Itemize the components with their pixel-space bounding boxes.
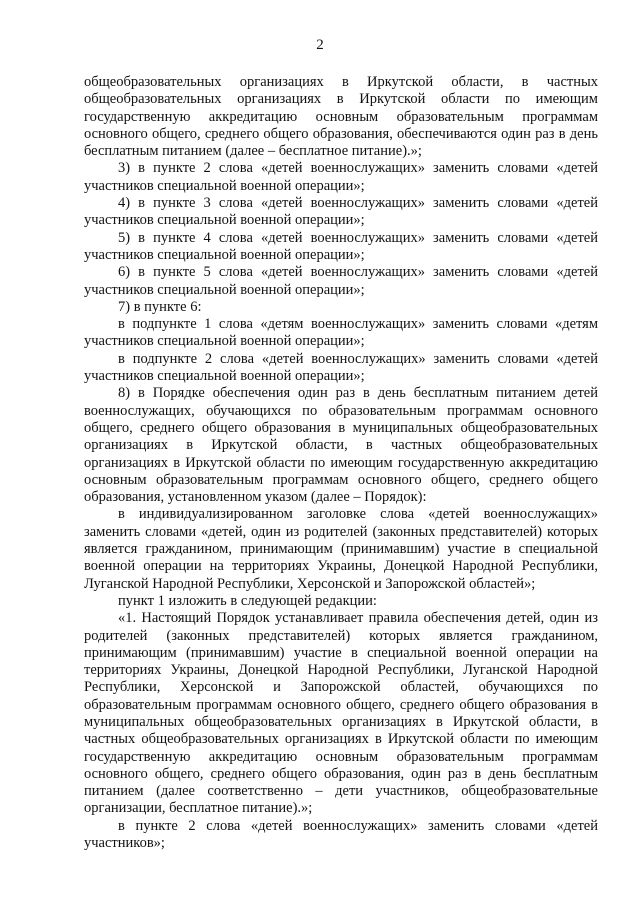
paragraph: в пункте 2 слова «детей военнослужащих» заменить словами «детей участников»;	[84, 817, 598, 852]
paragraph: 4) в пункте 3 слова «детей военнослужащих» заменить словами «детей участников специальной военной операции»;	[84, 195, 598, 229]
paragraph: пункт 1 изложить в следующей редакции:	[118, 592, 377, 609]
paragraph: в индивидуализированном заголовке слова «детей военнослужащих» заменить словами «детей, один из родителей (законных представителей) которых является гражданином, принимающим (принимавшим) участие в специальной военной операции на территориях Украины, Донецкой Народной Республики, Луганской Народной Республики, Херсонской и Запорожской областей»;	[84, 506, 598, 592]
paragraph: общеобразовательных организациях в Иркутской области, в частных общеобразовательных организациях в Иркутской области по имеющим государственную аккредитацию основным образовательным программам основного общего, среднего общего образования, обеспечиваются один раз в день бесплатным питанием (далее – бесплатное питание).»;	[84, 74, 598, 160]
document-body	[84, 74, 598, 852]
paragraph: 6) в пункте 5 слова «детей военнослужащих» заменить словами «детей участников специальной военной операции»;	[84, 264, 598, 298]
page-number: 2	[316, 37, 324, 53]
paragraph: «1. Настоящий Порядок устанавливает правила обеспечения детей, один из родителей (законных представителей) которых является гражданином, принимающим (принимавшим) участие в специальной военной операции на территориях Украины, Донецкой Народной Республики, Луганской Народной Республики, Херсонской и Запорожской областей, обучающихся по образовательным программам основного общего, среднего общего образования в муниципальных общеобразовательных организациях в Иркутской области, в частных общеобразовательных организациях в Иркутской области по имеющим государственную аккредитацию основным образовательным программам основного общего, среднего общего образования, один раз в день бесплатным питанием (далее соответственно – дети участников, общеобразовательные организации, бесплатное питание).»;	[84, 610, 598, 817]
paragraph: 7) в пункте 6:	[118, 298, 202, 315]
paragraph: в подпункте 1 слова «детям военнослужащих» заменить словами «детям участников специальной военной операции»;	[84, 316, 598, 350]
paragraph: 5) в пункте 4 слова «детей военнослужащих» заменить словами «детей участников специальной военной операции»;	[84, 229, 598, 263]
paragraph: 3) в пункте 2 слова «детей военнослужащих» заменить словами «детей участников специальной военной операции»;	[84, 160, 598, 194]
paragraph: в подпункте 2 слова «детей военнослужащих» заменить словами «детей участников специальной военной операции»;	[84, 350, 598, 385]
paragraph: 8) в Порядке обеспечения один раз в день бесплатным питанием детей военнослужащих, обучающихся по образовательным программам основного общего, среднего общего образования в муниципальных общеобразовательных организациях в Иркутской области, в частных общеобразовательных организациях в Иркутской области по имеющим государственную аккредитацию основным образовательным программам основного общего, среднего общего образования, установленном указом (далее – Порядок):	[84, 385, 598, 506]
